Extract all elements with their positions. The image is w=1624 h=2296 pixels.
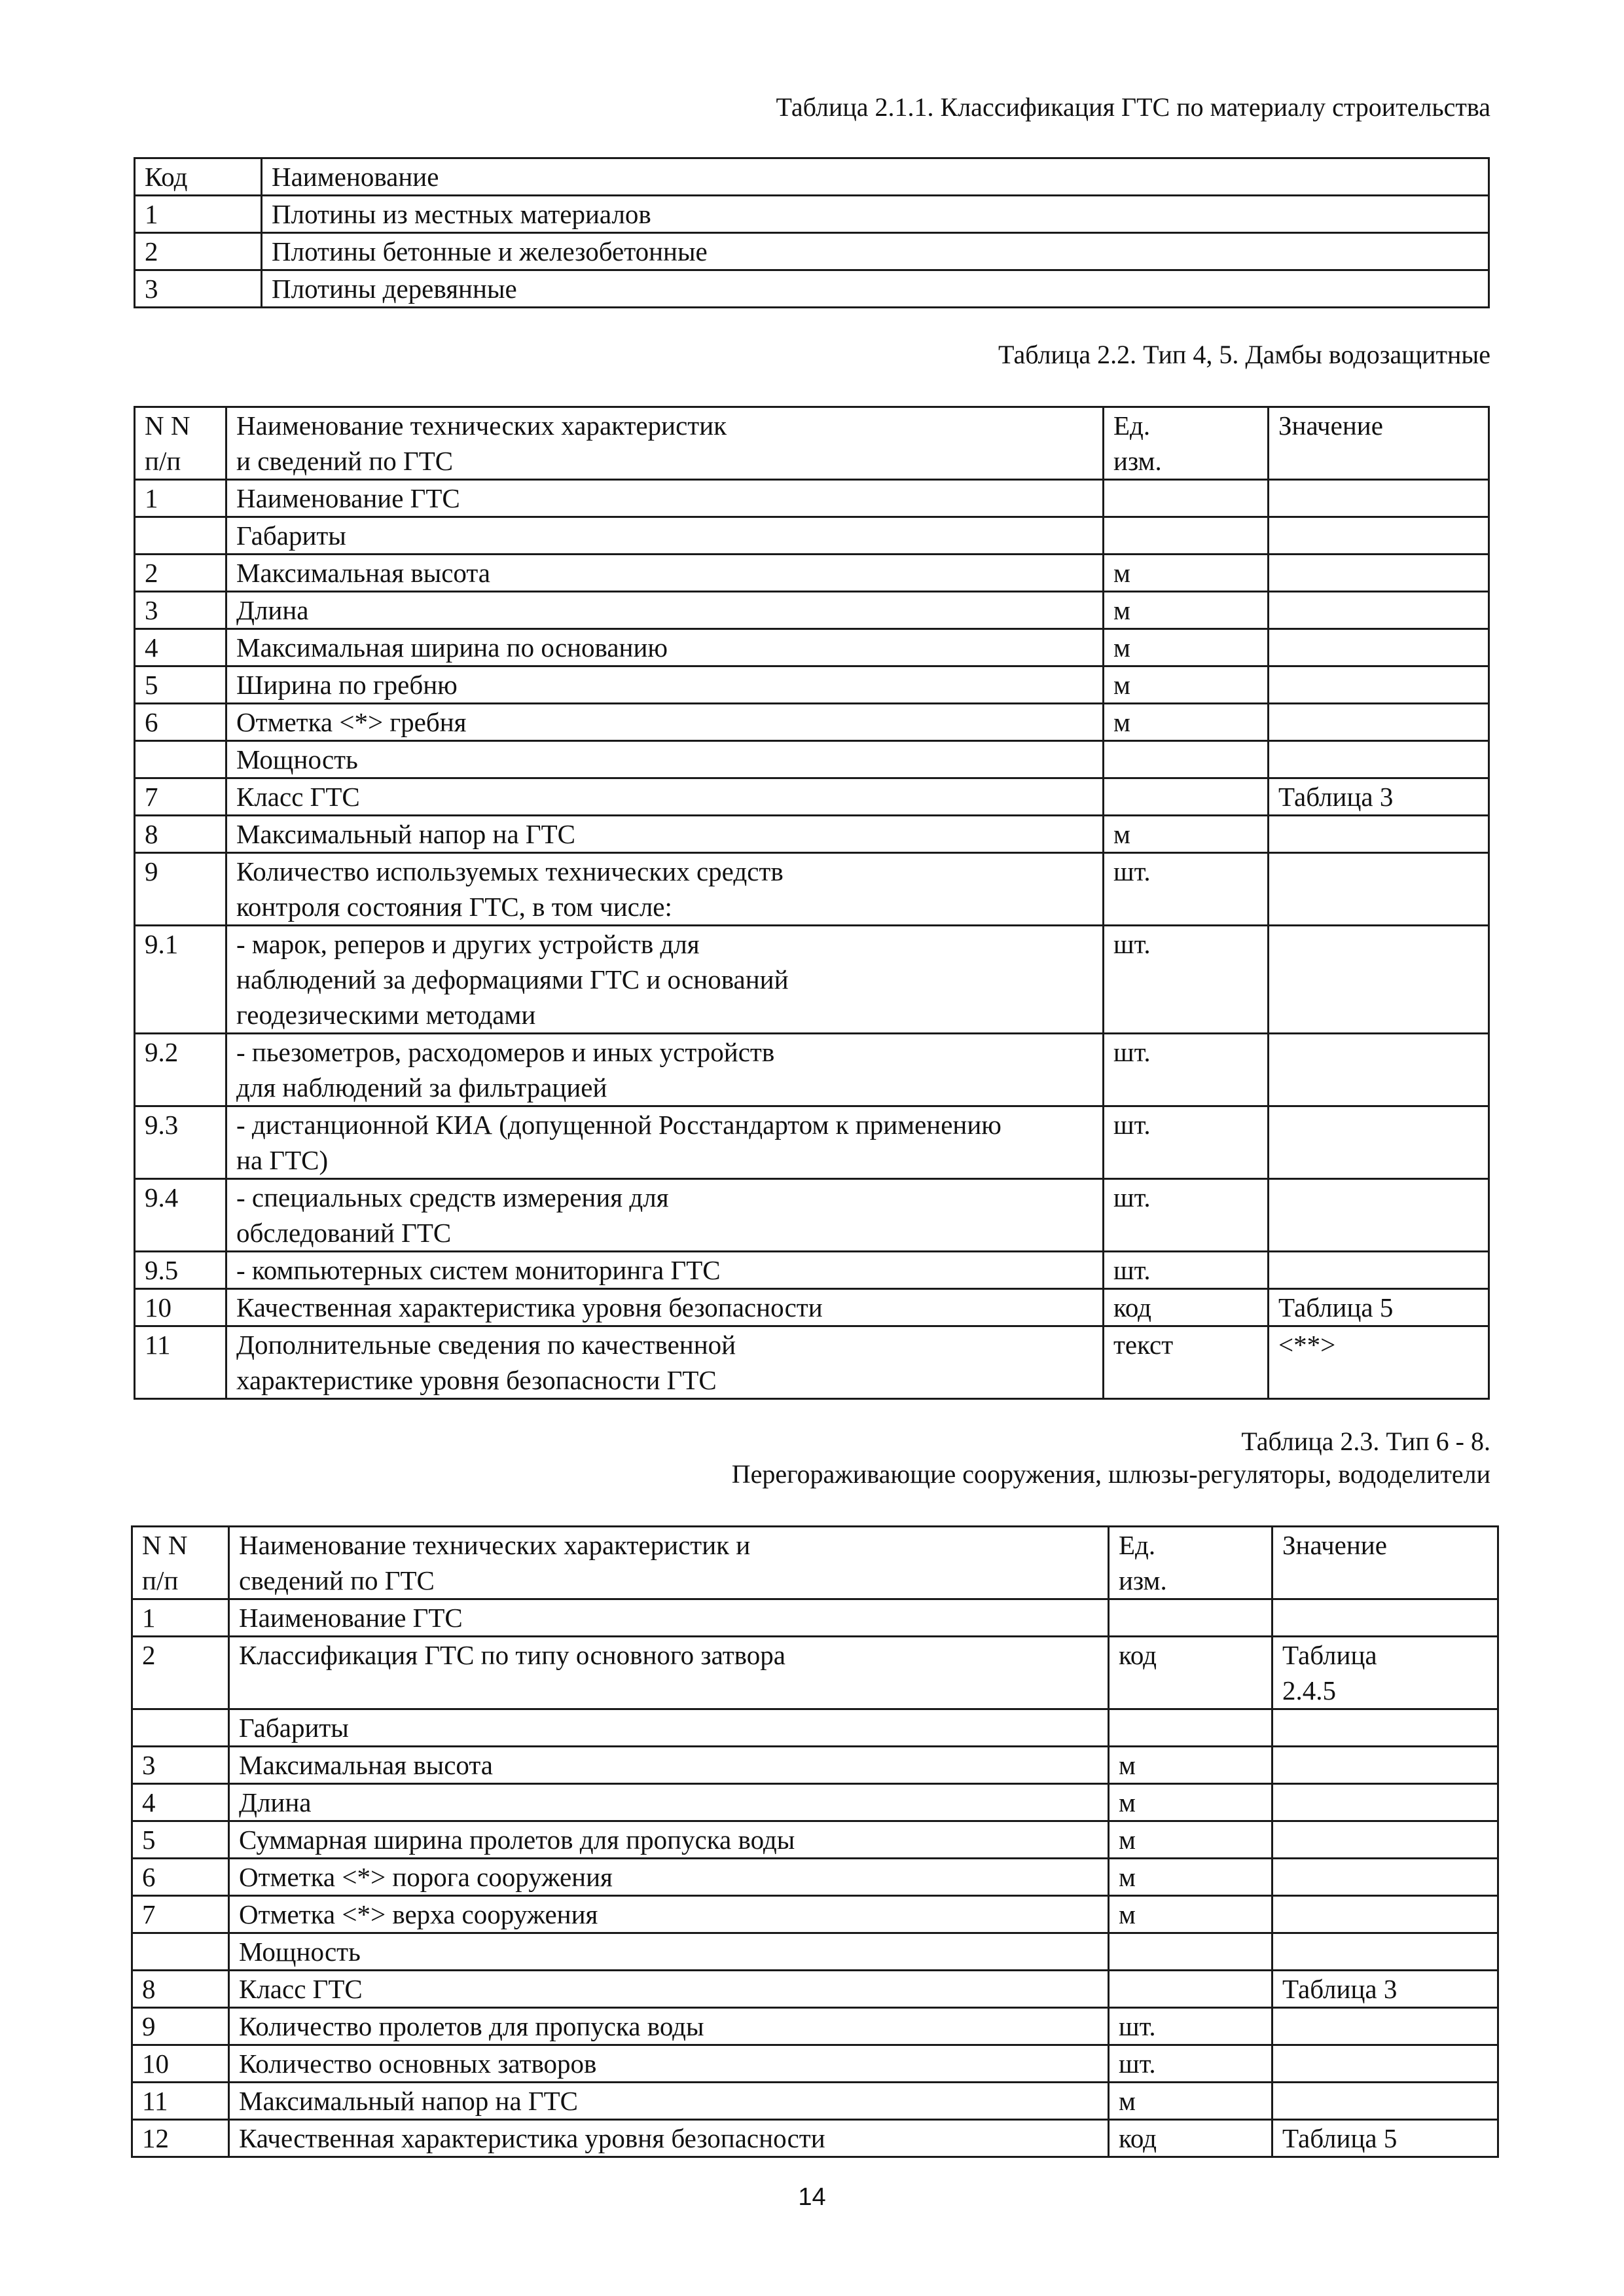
table-cell: шт. — [1104, 853, 1269, 926]
table-cell — [1272, 1747, 1498, 1784]
table-cell — [135, 517, 226, 555]
table-cell: Мощность — [229, 1933, 1109, 1971]
table-cell: 10 — [132, 2045, 229, 2083]
table-cell — [1272, 1784, 1498, 1821]
table-cell: шт. — [1104, 1179, 1269, 1252]
table-cell: Суммарная ширина пролетов для пропуска воды — [229, 1821, 1109, 1859]
table-cell: 9.4 — [135, 1179, 226, 1252]
table2-row — [135, 1326, 1489, 1399]
table-cell: 5 — [135, 666, 226, 704]
table-cell — [132, 1709, 229, 1747]
table3-row — [132, 2083, 1498, 2120]
table3-row — [132, 1821, 1498, 1859]
table-cell: 7 — [132, 1896, 229, 1933]
table2-row — [135, 592, 1489, 629]
table-cell: Классификация ГТС по типу основного затвора — [229, 1637, 1109, 1709]
table-cell: Длина — [229, 1784, 1109, 1821]
table-cell — [1109, 1933, 1272, 1971]
table-cell: Максимальная высота — [229, 1747, 1109, 1784]
table-cell: <**> — [1269, 1326, 1489, 1399]
table-cell — [1104, 480, 1269, 517]
table-cell: Наименование ГТС — [226, 480, 1104, 517]
table-cell — [1269, 926, 1489, 1034]
table-cell: м — [1104, 592, 1269, 629]
table-cell: 2 — [135, 555, 226, 592]
table3-caption-line2: Перегораживающие сооружения, шлюзы-регуляторы, вододелители — [731, 1459, 1490, 1489]
table-cell: N N п/п — [132, 1527, 229, 1599]
table-cell: Наименование технических характеристик и сведений по ГТС — [229, 1527, 1109, 1599]
table-cell: Плотины бетонные и железобетонные — [262, 233, 1489, 270]
table3-row — [132, 1599, 1498, 1637]
table-cell: м — [1109, 1784, 1272, 1821]
table-cell: 1 — [135, 480, 226, 517]
table3-row — [132, 1933, 1498, 1971]
table-cell: Таблица 5 — [1272, 2120, 1498, 2157]
table1-row — [135, 270, 1489, 308]
table-cell: Наименование технических характеристик и сведений по ГТС — [226, 407, 1104, 480]
table-cell: Длина — [226, 592, 1104, 629]
table-cell: Отметка <*> порога сооружения — [229, 1859, 1109, 1896]
dams-characteristics-table — [134, 406, 1490, 1400]
table-cell: Максимальная ширина по основанию — [226, 629, 1104, 666]
table-cell: 10 — [135, 1289, 226, 1326]
barrier-structures-table — [131, 1525, 1499, 2158]
table-cell — [1104, 517, 1269, 555]
table2-row — [135, 629, 1489, 666]
table-cell: Значение — [1272, 1527, 1498, 1599]
table3-row — [132, 2008, 1498, 2045]
table-cell: Ширина по гребню — [226, 666, 1104, 704]
table-cell — [1269, 704, 1489, 741]
table-cell: 8 — [132, 1971, 229, 2008]
table-cell: Максимальный напор на ГТС — [226, 816, 1104, 853]
table-cell — [1104, 778, 1269, 816]
table-cell — [1104, 741, 1269, 778]
table-cell: - компьютерных систем мониторинга ГТС — [226, 1252, 1104, 1289]
table-cell — [1269, 555, 1489, 592]
table1-row — [135, 196, 1489, 233]
table1-header-row — [135, 158, 1489, 196]
table-cell: Количество используемых технических средств контроля состояния ГТС, в том числе: — [226, 853, 1104, 926]
table-cell: Плотины из местных материалов — [262, 196, 1489, 233]
table-cell: Таблица 2.4.5 — [1272, 1637, 1498, 1709]
table-cell: м — [1109, 1747, 1272, 1784]
table-cell — [1269, 1179, 1489, 1252]
table-cell — [1269, 816, 1489, 853]
table1-caption: Таблица 2.1.1. Классификация ГТС по материалу строительства — [776, 92, 1490, 122]
table-cell: 3 — [135, 270, 262, 308]
table-cell: 8 — [135, 816, 226, 853]
table-cell: - пьезометров, расходомеров и иных устройств для наблюдений за фильтрацией — [226, 1034, 1104, 1106]
table3-caption-line1: Таблица 2.3. Тип 6 - 8. — [1241, 1427, 1490, 1456]
table-cell: шт. — [1104, 1106, 1269, 1179]
table-cell: Таблица 5 — [1269, 1289, 1489, 1326]
table-cell: 1 — [135, 196, 262, 233]
table-cell: Наименование — [262, 158, 1489, 196]
table-cell — [1269, 666, 1489, 704]
table-cell — [1109, 1709, 1272, 1747]
table-cell — [1272, 1859, 1498, 1896]
table-cell — [1272, 1933, 1498, 1971]
table-cell: текст — [1104, 1326, 1269, 1399]
table-cell: м — [1109, 1821, 1272, 1859]
table3-row — [132, 1896, 1498, 1933]
table3-header-row — [132, 1527, 1498, 1599]
table2-row — [135, 1034, 1489, 1106]
table-cell — [1269, 480, 1489, 517]
page-number: 14 — [798, 2183, 826, 2211]
table3-row — [132, 1784, 1498, 1821]
table2-row — [135, 1289, 1489, 1326]
table-cell: - дистанционной КИА (допущенной Росстандартом к применению на ГТС) — [226, 1106, 1104, 1179]
table-cell: шт. — [1104, 1034, 1269, 1106]
table-cell — [1269, 1034, 1489, 1106]
table-cell — [1109, 1599, 1272, 1637]
table-cell — [1272, 1599, 1498, 1637]
table2-row — [135, 666, 1489, 704]
table-cell: 9.3 — [135, 1106, 226, 1179]
table-cell: Мощность — [226, 741, 1104, 778]
table3-row — [132, 2120, 1498, 2157]
table-cell: м — [1109, 1896, 1272, 1933]
table-cell: Ед. изм. — [1104, 407, 1269, 480]
table-cell: Дополнительные сведения по качественной характеристике уровня безопасности ГТС — [226, 1326, 1104, 1399]
table-cell: код — [1109, 2120, 1272, 2157]
table-cell: м — [1104, 666, 1269, 704]
table-cell: Ед. изм. — [1109, 1527, 1272, 1599]
table-cell — [1269, 741, 1489, 778]
table-cell: Наименование ГТС — [229, 1599, 1109, 1637]
table3-row — [132, 1747, 1498, 1784]
table-cell: м — [1109, 2083, 1272, 2120]
table-cell: шт. — [1109, 2045, 1272, 2083]
table-cell — [1272, 1896, 1498, 1933]
table-cell: 12 — [132, 2120, 229, 2157]
table-cell: - специальных средств измерения для обследований ГТС — [226, 1179, 1104, 1252]
table-cell: Качественная характеристика уровня безопасности — [229, 2120, 1109, 2157]
table2-row — [135, 741, 1489, 778]
table-cell: Количество пролетов для пропуска воды — [229, 2008, 1109, 2045]
table-cell: - марок, реперов и других устройств для наблюдений за деформациями ГТС и оснований геодезическими методами — [226, 926, 1104, 1034]
table-cell — [1272, 2045, 1498, 2083]
table-cell: м — [1104, 555, 1269, 592]
table-cell: код — [1104, 1289, 1269, 1326]
table2-header-row — [135, 407, 1489, 480]
table-cell: 4 — [135, 629, 226, 666]
table-cell — [1109, 1971, 1272, 2008]
table-cell: N N п/п — [135, 407, 226, 480]
table-cell: 3 — [135, 592, 226, 629]
table2-row — [135, 555, 1489, 592]
table2-row — [135, 704, 1489, 741]
table-cell — [1272, 1821, 1498, 1859]
table3-row — [132, 1859, 1498, 1896]
table-cell: 7 — [135, 778, 226, 816]
table-cell: м — [1104, 816, 1269, 853]
table-cell: 9.2 — [135, 1034, 226, 1106]
table-cell: 9 — [132, 2008, 229, 2045]
table-cell: 2 — [132, 1637, 229, 1709]
table-cell — [1272, 1709, 1498, 1747]
table3-row — [132, 1709, 1498, 1747]
table-cell: 6 — [135, 704, 226, 741]
table2-row — [135, 480, 1489, 517]
table-cell: шт. — [1109, 2008, 1272, 2045]
table-cell: код — [1109, 1637, 1272, 1709]
table-cell — [1269, 592, 1489, 629]
table2-row — [135, 1179, 1489, 1252]
table-cell: Таблица 3 — [1272, 1971, 1498, 2008]
table-cell: Максимальная высота — [226, 555, 1104, 592]
table-cell: Класс ГТС — [226, 778, 1104, 816]
table2-row — [135, 853, 1489, 926]
material-classification-table — [134, 157, 1490, 308]
table-cell: шт. — [1104, 926, 1269, 1034]
table-cell: Таблица 3 — [1269, 778, 1489, 816]
table2-caption: Таблица 2.2. Тип 4, 5. Дамбы водозащитные — [998, 340, 1490, 369]
table-cell — [1269, 517, 1489, 555]
table2-row — [135, 778, 1489, 816]
table-cell: Плотины деревянные — [262, 270, 1489, 308]
table1-row — [135, 233, 1489, 270]
table-cell: м — [1104, 704, 1269, 741]
table3-row — [132, 1637, 1498, 1709]
table-cell: 1 — [132, 1599, 229, 1637]
table2-row — [135, 816, 1489, 853]
table-cell: Класс ГТС — [229, 1971, 1109, 2008]
table-cell: Количество основных затворов — [229, 2045, 1109, 2083]
table-cell: 9 — [135, 853, 226, 926]
table-cell — [132, 1933, 229, 1971]
table-cell: 6 — [132, 1859, 229, 1896]
table-cell: 4 — [132, 1784, 229, 1821]
table-cell: Отметка <*> гребня — [226, 704, 1104, 741]
table2-row — [135, 1252, 1489, 1289]
table-cell: Габариты — [226, 517, 1104, 555]
table-cell — [1269, 1106, 1489, 1179]
table-cell — [1272, 2083, 1498, 2120]
table-cell: 3 — [132, 1747, 229, 1784]
table-cell: 9.1 — [135, 926, 226, 1034]
table-cell: Качественная характеристика уровня безопасности — [226, 1289, 1104, 1326]
table-cell: м — [1104, 629, 1269, 666]
table2-row — [135, 1106, 1489, 1179]
table-cell — [1269, 853, 1489, 926]
table2-row — [135, 517, 1489, 555]
table-cell: Максимальный напор на ГТС — [229, 2083, 1109, 2120]
table-cell: 11 — [135, 1326, 226, 1399]
table-cell: 5 — [132, 1821, 229, 1859]
table-cell: шт. — [1104, 1252, 1269, 1289]
table-cell: м — [1109, 1859, 1272, 1896]
table3-row — [132, 1971, 1498, 2008]
table-cell: Код — [135, 158, 262, 196]
table-cell: Габариты — [229, 1709, 1109, 1747]
table-cell: 9.5 — [135, 1252, 226, 1289]
table3-row — [132, 2045, 1498, 2083]
table-cell — [135, 741, 226, 778]
table-cell — [1269, 629, 1489, 666]
table2-row — [135, 926, 1489, 1034]
table-cell: Значение — [1269, 407, 1489, 480]
table-cell — [1269, 1252, 1489, 1289]
table-cell: 2 — [135, 233, 262, 270]
table-cell: Отметка <*> верха сооружения — [229, 1896, 1109, 1933]
table-cell — [1272, 2008, 1498, 2045]
table-cell: 11 — [132, 2083, 229, 2120]
